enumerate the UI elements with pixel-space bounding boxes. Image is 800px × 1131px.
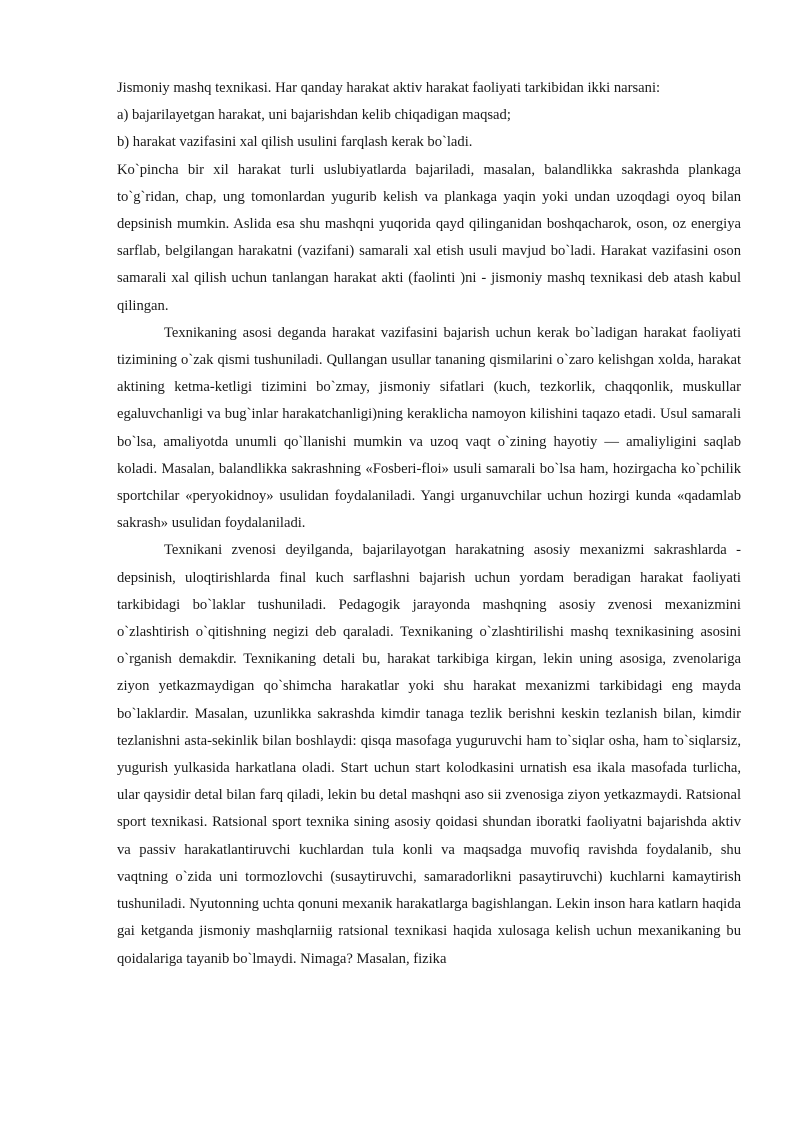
paragraph-technique-basis: Texnikaning asosi deganda harakat vazifasini bajarish uchun kerak bo`ladigan harakat faoliyati tizimining o`zak qismi tushuniladi. Qullangan usullar tananing qismilarini o`zaro kelishgan xolda, harakat aktining ketma-ketligi tizimini bo`zmay, jismoniy sifatlari (kuch, tezkorlik, chaqqonlik, muskullar egaluvchanligi va bug`inlar harakatchanligi)ning keraklicha namoyon kilishini taqazo etadi. Usul samarali bo`lsa, amaliyotda unumli qo`llanishi mumkin va uzoq vaqt o`zining hayotiy — amaliyligini saqlab koladi. Masalan, balandlikka sakrashning «Fosberi-floi» usuli samarali bo`lsa ham, hozirgacha ko`pchilik sportchilar «peryokidnoy» usulidan foydalaniladi. Yangi urganuvchilar uchun hozirgi kunda «qadamlab sakrash» usulidan foydalaniladi.	[117, 324, 741, 532]
paragraph-technique-link: Texnikani zvenosi deyilganda, bajarilayotgan harakatning asosiy mexanizmi sakrashlarda - depsinish, uloqtirishlarda final kuch sarflashni bajarish uchun yordam beradigan harakat faoliyati tarkibidagi bo`laklar tushuniladi. Pedagogik jarayonda mashqning asosiy zvenosi mexanizmini o`zlashtirish o`qitishning negizi deb qaraladi. Texnikaning o`zlashtirilishi mashq texnikasining asosini o`rganish demakdir. Texnikaning detali bu, harakat tarkibiga kirgan, lekin uning asosiga, zvenolariga ziyon yetkazmaydigan qo`shimcha harakatlar yoki shu harakat mexanizmi tarkibidagi eng mayda bo`laklardir. Masalan, uzunlikka sakrashda kimdir tanaga tezlik berishni keskin tezlanish bilan, kimdir tezlanishni asta-sekinlik bilan boshlaydi: qisqa masofaga yuguruvchi ham to`siqlar osha, ham to`siqlarsiz, yugurish yulkasida harkatlana oladi. Start uchun start kolodkasini urnatish esa ikala masofada turlicha, ular qaysidir detal bilan farq qiladi, lekin bu detal mashqni aso sii zvenosiga ziyon yetkazmaydi. Ratsional sport texnikasi. Ratsional sport texnika sining asosiy qoidasi shundan iboratki faoliyatni bajarishda aktiv va passiv harakatlantiruvchi kuchlardan tula konli va maqsadga muvofiq ravishda foydalanib, shu vaqtning o`zida uni tormozlovchi (susaytiruvchi, samaradorlikni pasaytiruvchi) kuchlarni kamaytirish tushuniladi. Nyutonning uchta qonuni mexanik harakatlarga bagishlangan. Lekin inson hara katlarn haqida gai ketganda jismoniy mashqlarniig ratsional texnikasi haqida xulosaga kelish uchun mexanikaning bu qoidalariga tayanib bo`lmaydi. Nimaga? Masalan, fizika	[117, 542, 741, 967]
list-item-b: b) harakat vazifasini xal qilish usulini farqlash kerak bo`ladi.	[117, 134, 473, 151]
list-item-a: a) bajarilayetgan harakat, uni bajarishdan kelib chiqadigan maqsad;	[117, 107, 511, 124]
paragraph-intro: Jismoniy mashq texnikasi. Har qanday harakat aktiv harakat faoliyati tarkibidan ikki narsani:	[117, 80, 661, 96]
document-page	[117, 75, 741, 973]
paragraph-technique-definition: Ko`pincha bir xil harakat turli uslubiyatlarda bajariladi, masalan, balandlikka sakrashda plankaga to`g`ridan, chap, ung tomonlardan yugurib kelish va plankaga yaqin yoki undan uzoqdagi oyoq bilan depsinish mumkin. Aslida esa shu mashqni yuqorida qayd qilinganidan boshqacharok, oson, oz energiya sarflab, belgilangan harakatni (vazifani) samarali xal etish usuli mavjud bo`ladi. Harakat vazifasini oson samarali xal qilish uchun tanlangan harakat akti (faolinti )ni - jismoniy mashq texnikasi deb atash kabul qilingan.	[117, 161, 741, 314]
